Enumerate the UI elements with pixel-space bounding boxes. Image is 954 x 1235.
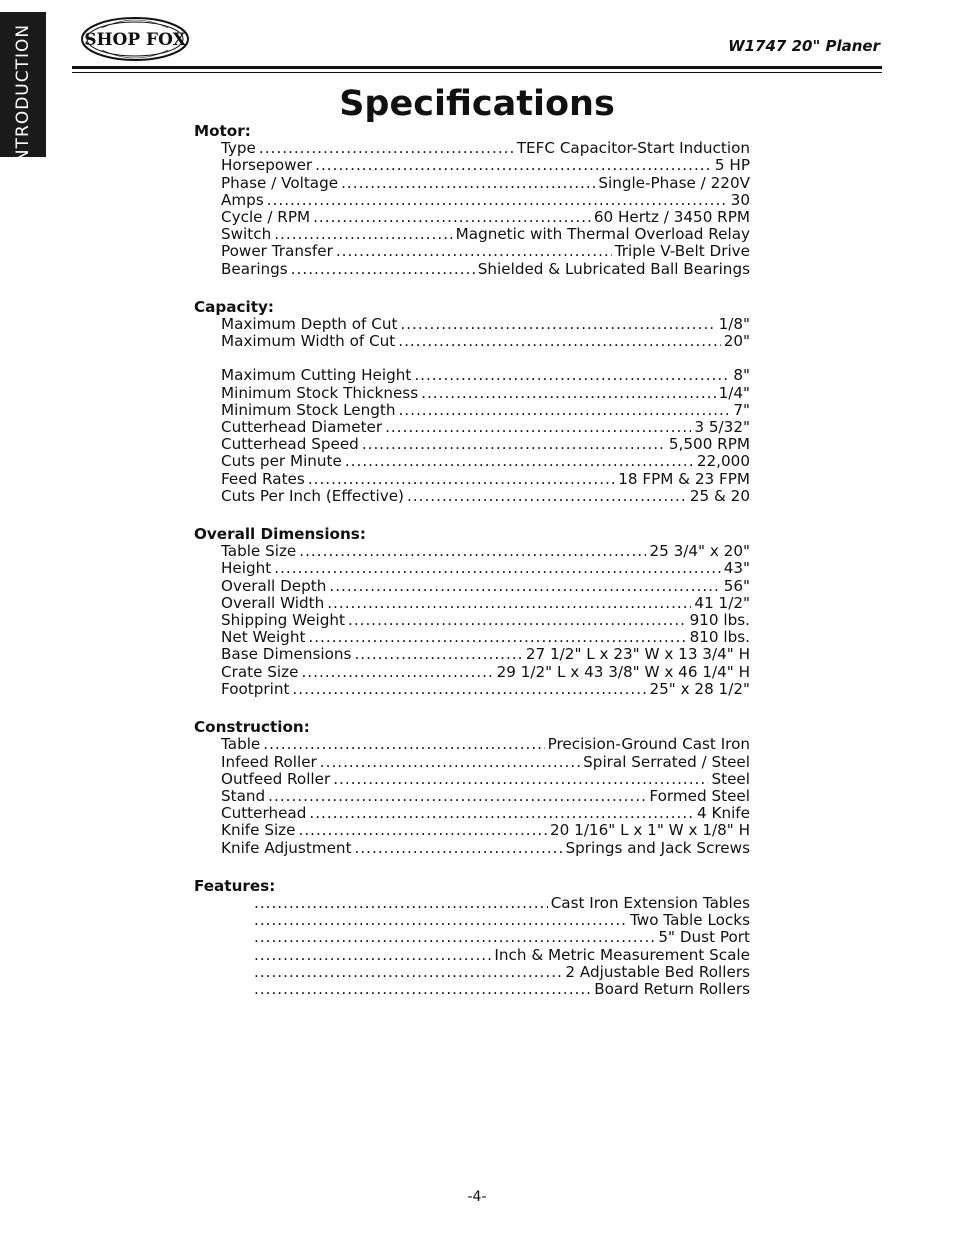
spec-row — [194, 840, 750, 857]
spec-row — [194, 471, 750, 488]
spec-value: 810 lbs. — [689, 628, 750, 647]
spec-row — [194, 560, 750, 577]
spec-value: 5,500 RPM — [668, 435, 750, 454]
spec-value: Formed Steel — [649, 786, 750, 805]
spec-row — [194, 912, 750, 929]
dot-leader — [315, 157, 712, 174]
dot-leader — [292, 681, 646, 698]
spec-value: 4 Knife — [697, 804, 750, 823]
spec-label: Bearings — [221, 259, 288, 278]
spec-value: 29 1/2" L x 43 3/8" W x 46 1/4" H — [496, 662, 750, 681]
spec-value: Triple V-Belt Drive — [614, 242, 750, 261]
spec-value: 8" — [733, 366, 750, 385]
spec-value: Springs and Jack Screws — [565, 838, 750, 857]
header-model-title: W1747 20" Planer — [728, 37, 880, 55]
spec-row — [194, 436, 750, 453]
spec-label: Minimum Stock Thickness — [221, 383, 419, 402]
dot-leader — [354, 646, 522, 663]
spec-row — [194, 333, 750, 350]
dot-leader — [259, 140, 514, 157]
spec-label: Phase / Voltage — [221, 173, 339, 192]
spec-row — [194, 822, 750, 839]
spec-section — [194, 719, 750, 857]
dot-leader — [254, 981, 591, 998]
dot-leader — [299, 543, 646, 560]
spec-label: Overall Width — [221, 593, 325, 612]
dot-leader — [268, 788, 646, 805]
spec-label: Maximum Width of Cut — [221, 332, 396, 351]
spec-row — [194, 543, 750, 560]
spec-row — [194, 895, 750, 912]
spec-value: Steel — [711, 769, 750, 788]
spec-value: 2 Adjustable Bed Rollers — [565, 962, 750, 981]
dot-leader — [407, 488, 687, 505]
spec-label: Crate Size — [221, 662, 299, 681]
spec-value: 7" — [733, 400, 750, 419]
dot-leader — [348, 612, 687, 629]
spec-value: 5" Dust Port — [658, 928, 750, 947]
spec-row — [194, 681, 750, 698]
spec-label: Base Dimensions — [221, 645, 352, 664]
spec-row — [194, 192, 750, 209]
spec-label: Outfeed Roller — [221, 769, 331, 788]
dot-leader — [254, 929, 655, 946]
spec-label: Minimum Stock Length — [221, 400, 396, 419]
spec-value: 56" — [723, 576, 750, 595]
logo-brand-text: SHOP FOX — [84, 30, 186, 50]
spec-label: Stand — [221, 786, 266, 805]
spec-row — [194, 805, 750, 822]
spec-label: Horsepower — [221, 156, 313, 175]
spec-label: Footprint — [221, 679, 290, 698]
dot-leader — [254, 912, 627, 929]
page-title: Specifications — [339, 84, 615, 124]
dot-leader — [398, 402, 730, 419]
dot-leader — [362, 436, 666, 453]
spec-section — [194, 526, 750, 698]
spec-label: Maximum Depth of Cut — [221, 315, 398, 334]
dot-leader — [299, 822, 548, 839]
spec-label: Feed Rates — [221, 469, 305, 488]
spec-row — [194, 664, 750, 681]
spec-label: Type — [221, 139, 256, 158]
spec-label: Table — [221, 735, 261, 754]
spec-label: Knife Size — [221, 821, 296, 840]
section-heading: Construction: — [194, 718, 310, 737]
section-heading: Features: — [194, 876, 276, 895]
spec-label: Cuts Per Inch (Effective) — [221, 486, 404, 505]
spec-value: 20 1/16" L x 1" W x 1/8" H — [550, 821, 750, 840]
spec-row — [194, 578, 750, 595]
dot-leader — [320, 754, 580, 771]
spec-value: Shielded & Lubricated Ball Bearings — [477, 259, 750, 278]
spec-value: 25 & 20 — [689, 486, 750, 505]
spec-value: 18 FPM & 23 FPM — [618, 469, 750, 488]
spec-value: 25" x 28 1/2" — [649, 679, 750, 698]
spec-label: Net Weight — [221, 628, 306, 647]
spec-value: 30 — [730, 190, 750, 209]
spec-row — [194, 788, 750, 805]
dot-leader — [336, 243, 612, 260]
dot-leader — [267, 192, 728, 209]
spec-label: Cutterhead — [221, 804, 307, 823]
spec-row — [194, 175, 750, 192]
spec-label: Maximum Cutting Height — [221, 366, 412, 385]
spec-label: Shipping Weight — [221, 611, 345, 630]
dot-leader — [254, 964, 562, 981]
dot-leader — [308, 629, 686, 646]
section-heading: Motor: — [194, 122, 251, 140]
dot-leader — [301, 664, 493, 681]
spec-section — [194, 878, 750, 998]
spec-row — [194, 243, 750, 260]
dot-leader — [327, 595, 691, 612]
side-tab-label: INTRODUCTION — [13, 23, 33, 169]
section-heading: Capacity: — [194, 297, 274, 316]
spec-value: 22,000 — [696, 452, 750, 471]
dot-leader — [254, 947, 491, 964]
dot-leader — [345, 453, 694, 470]
dot-leader — [355, 840, 563, 857]
spec-value: 41 1/2" — [694, 593, 750, 612]
specifications-list — [194, 123, 750, 1019]
dot-leader — [274, 226, 452, 243]
spec-value: 1/8" — [718, 315, 750, 334]
spec-label: Overall Depth — [221, 576, 327, 595]
spec-value: Spiral Serrated / Steel — [583, 752, 750, 771]
dot-leader — [291, 261, 475, 278]
spec-row — [194, 367, 750, 384]
spec-row — [194, 964, 750, 981]
dot-leader — [421, 385, 715, 402]
spec-label: Cuts per Minute — [221, 452, 342, 471]
row-spacer — [194, 350, 750, 367]
spec-label: Amps — [221, 190, 264, 209]
spec-row — [194, 981, 750, 998]
spec-label: Cutterhead Diameter — [221, 418, 383, 437]
spec-value: Cast Iron Extension Tables — [550, 893, 750, 912]
spec-row — [194, 419, 750, 436]
dot-leader — [400, 316, 715, 333]
spec-section — [194, 123, 750, 278]
spec-row — [194, 754, 750, 771]
dot-leader — [274, 560, 720, 577]
spec-label: Power Transfer — [221, 242, 333, 261]
spec-row — [194, 646, 750, 663]
spec-row — [194, 612, 750, 629]
dot-leader — [309, 805, 694, 822]
dot-leader — [313, 209, 591, 226]
spec-value: 1/4" — [718, 383, 750, 402]
spec-row — [194, 385, 750, 402]
spec-row — [194, 209, 750, 226]
spec-row — [194, 929, 750, 946]
spec-section — [194, 299, 750, 505]
spec-value: Single-Phase / 220V — [598, 173, 750, 192]
spec-value: 27 1/2" L x 23" W x 13 3/4" H — [525, 645, 750, 664]
spec-value: Inch & Metric Measurement Scale — [494, 945, 750, 964]
spec-row — [194, 402, 750, 419]
spec-value: Precision-Ground Cast Iron — [547, 735, 750, 754]
spec-row — [194, 736, 750, 753]
dot-leader — [414, 367, 730, 384]
dot-leader — [398, 333, 720, 350]
spec-row — [194, 771, 750, 788]
spec-row — [194, 226, 750, 243]
spec-value: 60 Hertz / 3450 RPM — [593, 208, 750, 227]
header-rule-thin — [72, 72, 882, 73]
page-number: -4- — [467, 1189, 487, 1205]
header-rule-thick — [72, 66, 882, 69]
spec-row — [194, 261, 750, 278]
spec-value: TEFC Capacitor-Start Induction — [516, 139, 750, 158]
spec-label: Cutterhead Speed — [221, 435, 359, 454]
spec-label: Infeed Roller — [221, 752, 317, 771]
spec-row — [194, 453, 750, 470]
dot-leader — [333, 771, 708, 788]
spec-value: 5 HP — [714, 156, 750, 175]
dot-leader — [308, 471, 615, 488]
shop-fox-logo — [80, 16, 190, 62]
spec-row — [194, 629, 750, 646]
spec-value: Two Table Locks — [630, 911, 750, 930]
spec-value: Board Return Rollers — [594, 979, 750, 998]
section-heading: Overall Dimensions: — [194, 525, 366, 544]
spec-value: 3 5/32" — [694, 418, 750, 437]
spec-label: Switch — [221, 225, 272, 244]
spec-row — [194, 488, 750, 505]
spec-row — [194, 157, 750, 174]
spec-label: Knife Adjustment — [221, 838, 352, 857]
spec-label: Height — [221, 559, 272, 578]
dot-leader — [263, 736, 544, 753]
spec-row — [194, 947, 750, 964]
spec-value: 20" — [723, 332, 750, 351]
dot-leader — [341, 175, 595, 192]
dot-leader — [254, 895, 548, 912]
dot-leader — [385, 419, 691, 436]
spec-value: Magnetic with Thermal Overload Relay — [455, 225, 750, 244]
spec-row — [194, 595, 750, 612]
spec-value: 43" — [723, 559, 750, 578]
dot-leader — [329, 578, 720, 595]
spec-label: Table Size — [221, 542, 297, 561]
spec-row — [194, 140, 750, 157]
spec-row — [194, 316, 750, 333]
spec-label: Cycle / RPM — [221, 208, 311, 227]
spec-value: 25 3/4" x 20" — [649, 542, 750, 561]
spec-value: 910 lbs. — [689, 611, 750, 630]
